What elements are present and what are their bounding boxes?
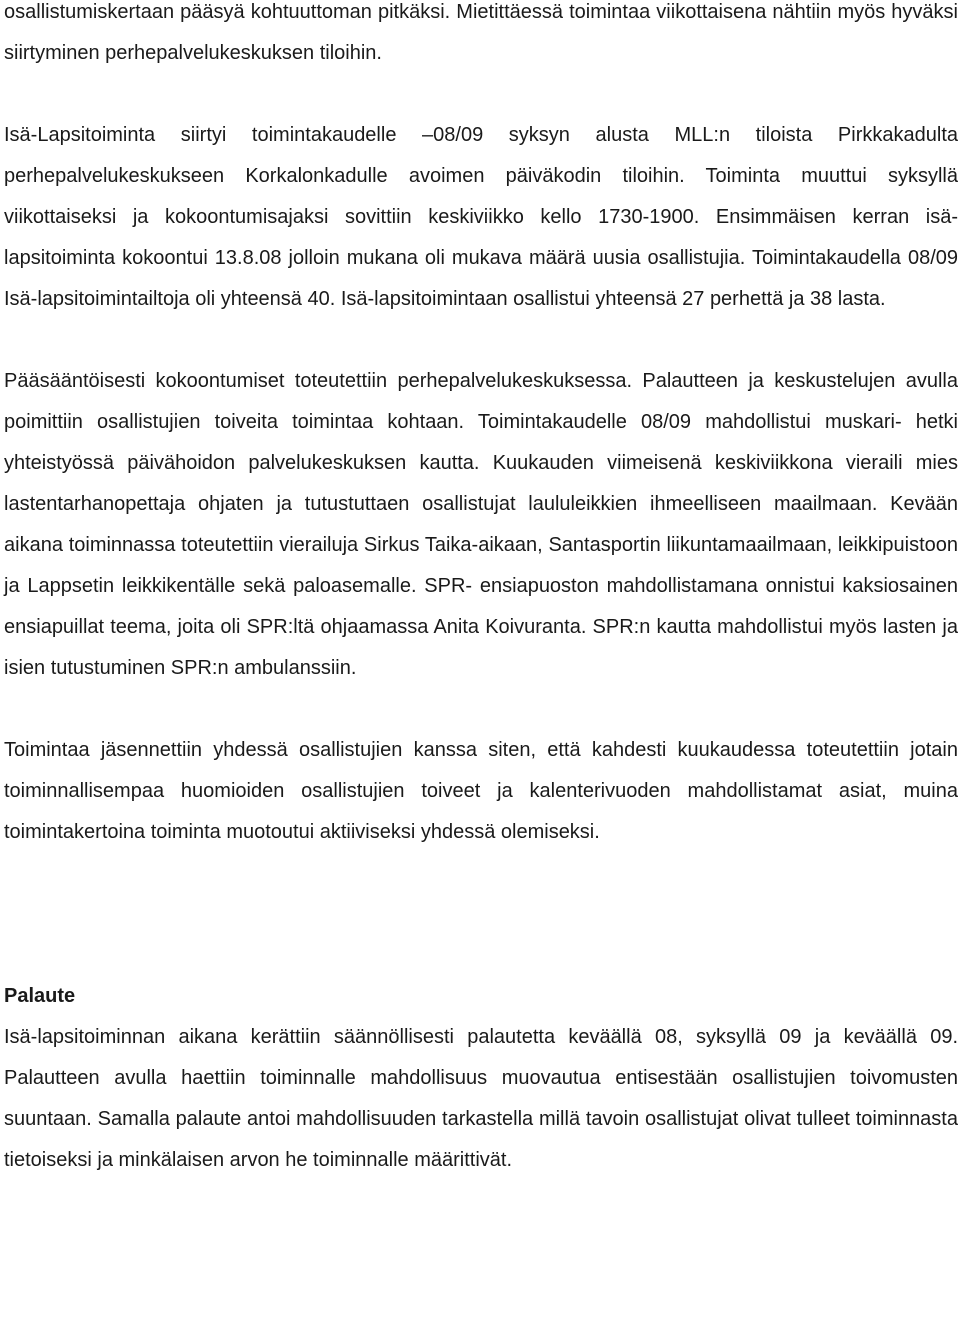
paragraph-intro-continuation: osallistumiskertaan pääsyä kohtuuttoman pitkäksi. Mietittäessä toimintaa viikottaisena nähtiin myös hyväksi siirtyminen perhepalvelukeskuksen tiloihin. (4, 1, 958, 64)
document-page (4, 0, 958, 1181)
paragraph-spacer (4, 689, 958, 730)
paragraph-activity-move: Isä-Lapsitoiminta siirtyi toimintakaudelle –08/09 syksyn alusta MLL:n tiloista Pirkkakadulta perhepalvelukeskukseen Korkalonkadulle avoimen päiväkodin tiloihin. Toiminta muuttui syksyllä viikottaiseksi ja kokoontumisajaksi sovittiin keskiviikko kello 1730-1900. Ensimmäisen kerran isä-lapsitoiminta kokoontui 13.8.08 jolloin mukana oli mukava määrä uusia osallistujia. Toimintakaudella 08/09 Isä-lapsitoimintailtoja oli yhteensä 40. Isä-lapsitoimintaan osallistui yhteensä 27 perhettä ja 38 lasta. (4, 124, 958, 310)
paragraph-feedback: Isä-lapsitoiminnan aikana kerättiin säännöllisesti palautetta keväällä 08, syksyllä 09 ja keväällä 09. Palautteen avulla haettiin toiminnalle mahdollisuus muovautua entisestään osallistujien toivomusten suuntaan. Samalla palaute antoi mahdollisuuden tarkastella millä tavoin osallistujat olivat tulleet toiminnasta tietoiseksi ja minkälaisen arvon he toiminnalle määrittivät. (4, 1026, 958, 1171)
section-spacer (4, 853, 958, 976)
paragraph-structure: Toimintaa jäsennettiin yhdessä osallistujien kanssa siten, että kahdesti kuukaudessa toteutettiin jotain toiminnallisempaa huomioiden osallistujien toiveet ja kalenterivuoden mahdollistamat asiat, muina toimintakertoina toiminta muotoutui aktiiviseksi yhdessä olemiseksi. (4, 739, 958, 843)
paragraph-spacer (4, 320, 958, 361)
section-heading-feedback: Palaute (4, 985, 76, 1007)
paragraph-meetings: Pääsääntöisesti kokoontumiset toteutettiin perhepalvelukeskuksessa. Palautteen ja keskustelujen avulla poimittiin osallistujien toiveita toimintaa kohtaan. Toimintakaudelle 08/09 mahdollistui muskari- hetki yhteistyössä päivähoidon palvelukeskuksen kautta. Kuukauden viimeisenä keskiviikkona vieraili mies lastentarhanopettaja ohjaten ja tutustuttaen osallistujat laululeikkien ihmeelliseen maailmaan. Kevään aikana toiminnassa toteutettiin vierailuja Sirkus Taika-aikaan, Santasportin liikuntamaailmaan, leikkipuistoon ja Lappsetin leikkikentälle sekä paloasemalle. SPR- ensiapuoston mahdollistamana onnistui kaksiosainen ensiapuillat teema, joita oli SPR:ltä ohjaamassa Anita Koivuranta. SPR:n kautta mahdollistui myös lasten ja isien tutustuminen SPR:n ambulanssiin. (4, 370, 958, 679)
paragraph-spacer (4, 74, 958, 115)
